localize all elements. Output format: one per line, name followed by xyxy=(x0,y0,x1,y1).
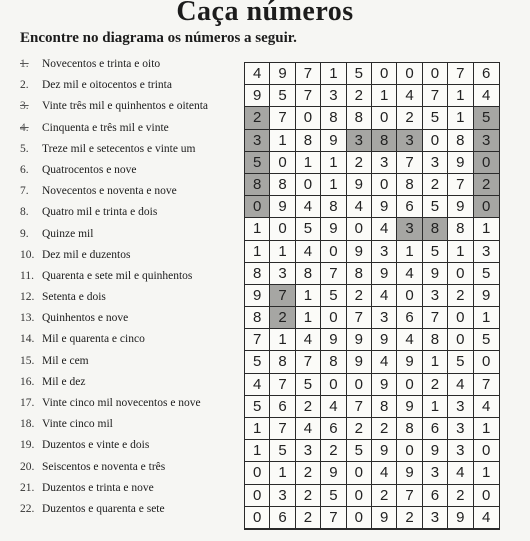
grid-cell: 4 xyxy=(296,418,321,440)
grid-cell: 4 xyxy=(347,196,372,218)
grid-cell: 0 xyxy=(397,63,422,85)
grid-cell: 5 xyxy=(474,329,499,351)
grid-cell: 5 xyxy=(270,440,295,462)
grid-cell: 5 xyxy=(321,485,346,507)
list-item xyxy=(20,287,250,308)
grid-cell: 1 xyxy=(321,152,346,174)
grid-cell: 7 xyxy=(423,307,448,329)
grid-cell: 9 xyxy=(372,196,397,218)
grid-cell: 0 xyxy=(245,485,270,507)
item-number: 17. xyxy=(20,397,35,409)
grid-cell: 6 xyxy=(270,396,295,418)
grid-cell: 7 xyxy=(270,418,295,440)
grid-cell: 3 xyxy=(270,263,295,285)
item-number: 12. xyxy=(20,291,35,304)
grid-cell: 9 xyxy=(423,440,448,462)
grid-cell: 0 xyxy=(423,130,448,152)
list-item xyxy=(20,499,250,520)
list-item xyxy=(20,414,250,435)
grid-cell: 9 xyxy=(448,196,473,218)
grid-cell: 5 xyxy=(423,196,448,218)
grid-cell: 6 xyxy=(321,418,346,440)
grid-cell: 3 xyxy=(372,241,397,263)
grid-cell: 2 xyxy=(296,462,321,484)
puzzle-grid xyxy=(244,62,500,530)
grid-cell: 9 xyxy=(372,263,397,285)
grid-cell: 8 xyxy=(245,307,270,329)
grid-cell: 0 xyxy=(372,107,397,129)
grid-cell: 7 xyxy=(397,152,422,174)
grid-cell: 1 xyxy=(372,85,397,107)
item-text: Duzentos e trinta e nove xyxy=(42,481,154,494)
page-title: Caça números xyxy=(176,0,354,27)
grid-cell: 8 xyxy=(296,130,321,152)
list-item xyxy=(20,372,250,393)
grid-cell: 8 xyxy=(321,107,346,129)
grid-cell: 1 xyxy=(296,152,321,174)
grid-cell: 0 xyxy=(347,218,372,240)
grid-cell: 9 xyxy=(448,152,473,174)
grid-cell: 0 xyxy=(347,507,372,529)
grid-cell: 2 xyxy=(448,285,473,307)
item-text: Quatro mil e trinta e dois xyxy=(42,206,158,219)
grid-cell: 6 xyxy=(423,485,448,507)
item-text: Duzentos e quarenta e sete xyxy=(42,502,165,515)
grid-cell: 0 xyxy=(321,241,346,263)
list-item xyxy=(20,118,250,139)
grid-cell: 1 xyxy=(397,241,422,263)
grid-cell: 8 xyxy=(270,351,295,373)
grid-cell: 6 xyxy=(270,507,295,529)
grid-cell: 3 xyxy=(321,85,346,107)
grid-cell: 4 xyxy=(245,374,270,396)
grid-cell: 3 xyxy=(372,307,397,329)
grid-cell: 5 xyxy=(347,63,372,85)
grid-cell: 9 xyxy=(448,507,473,529)
grid-cell: 9 xyxy=(321,130,346,152)
item-text: Quatrocentos e nove xyxy=(42,163,137,176)
grid-cell: 1 xyxy=(448,85,473,107)
grid-cell: 0 xyxy=(270,152,295,174)
grid-cell: 2 xyxy=(347,285,372,307)
grid-cell: 9 xyxy=(372,374,397,396)
grid-cell: 0 xyxy=(474,196,499,218)
list-item xyxy=(20,139,250,160)
grid-cell: 7 xyxy=(296,351,321,373)
grid-cell: 7 xyxy=(423,85,448,107)
number-list xyxy=(20,54,250,520)
grid-cell: 7 xyxy=(296,63,321,85)
item-text: Mil e dez xyxy=(42,375,86,388)
grid-cell: 0 xyxy=(474,351,499,373)
grid-cell: 7 xyxy=(347,396,372,418)
grid-cell: 8 xyxy=(347,107,372,129)
grid-cell: 8 xyxy=(372,396,397,418)
grid-cell: 0 xyxy=(448,263,473,285)
grid-cell: 7 xyxy=(321,507,346,529)
item-text: Mil e cem xyxy=(42,354,89,367)
grid-cell: 2 xyxy=(423,374,448,396)
grid-cell: 3 xyxy=(423,507,448,529)
grid-cell: 4 xyxy=(474,507,499,529)
grid-cell: 3 xyxy=(448,396,473,418)
grid-cell: 2 xyxy=(474,174,499,196)
grid-cell: 2 xyxy=(270,307,295,329)
grid-cell: 1 xyxy=(321,63,346,85)
grid-cell: 2 xyxy=(296,396,321,418)
grid-cell: 1 xyxy=(245,218,270,240)
item-number: 4. xyxy=(20,121,29,134)
grid-cell: 9 xyxy=(372,440,397,462)
list-item xyxy=(20,457,250,478)
grid-cell: 2 xyxy=(448,485,473,507)
grid-cell: 7 xyxy=(270,374,295,396)
grid-cell: 1 xyxy=(448,241,473,263)
grid-cell: 1 xyxy=(270,462,295,484)
grid-cell: 5 xyxy=(448,351,473,373)
list-item xyxy=(20,181,250,202)
grid-cell: 4 xyxy=(474,85,499,107)
item-number: 14. xyxy=(20,333,35,346)
grid-cell: 1 xyxy=(423,396,448,418)
grid-cell: 4 xyxy=(448,462,473,484)
grid-cell: 9 xyxy=(397,396,422,418)
grid-cell: 5 xyxy=(474,263,499,285)
grid-cell: 5 xyxy=(474,107,499,129)
item-number: 20. xyxy=(20,460,35,473)
grid-cell: 1 xyxy=(296,285,321,307)
item-text: Vinte cinco mil novecentos e nove xyxy=(42,397,201,409)
grid-cell: 2 xyxy=(347,418,372,440)
grid-cell: 6 xyxy=(474,63,499,85)
grid-cell: 1 xyxy=(270,130,295,152)
grid-cell: 0 xyxy=(397,374,422,396)
grid-cell: 5 xyxy=(423,107,448,129)
item-number: 1. xyxy=(20,58,29,70)
grid-cell: 1 xyxy=(448,107,473,129)
item-number: 21. xyxy=(20,481,35,494)
grid-cell: 8 xyxy=(372,130,397,152)
grid-cell: 2 xyxy=(372,418,397,440)
item-number: 9. xyxy=(20,227,29,240)
grid-cell: 9 xyxy=(397,462,422,484)
item-text: Novecentos e trinta e oito xyxy=(42,58,161,70)
item-number: 6. xyxy=(20,163,29,176)
grid-cell: 3 xyxy=(397,130,422,152)
grid-cell: 7 xyxy=(448,63,473,85)
grid-cell: 1 xyxy=(474,418,499,440)
grid-cell: 2 xyxy=(245,107,270,129)
grid-cell: 0 xyxy=(474,440,499,462)
grid-cell: 9 xyxy=(372,329,397,351)
item-number: 18. xyxy=(20,418,35,431)
list-item xyxy=(20,393,250,414)
item-text: Cinquenta e três mil e vinte xyxy=(42,121,169,134)
grid-cell: 0 xyxy=(347,485,372,507)
grid-cell: 3 xyxy=(474,241,499,263)
grid-cell: 4 xyxy=(372,462,397,484)
grid-cell: 2 xyxy=(372,485,397,507)
item-text: Dez mil e oitocentos e trinta xyxy=(42,79,172,92)
item-number: 11. xyxy=(20,269,34,282)
grid-cell: 3 xyxy=(296,440,321,462)
item-text: Mil e quarenta e cinco xyxy=(42,333,145,346)
grid-cell: 9 xyxy=(245,85,270,107)
grid-cell: 5 xyxy=(296,218,321,240)
grid-cell: 0 xyxy=(245,507,270,529)
grid-cell: 5 xyxy=(245,396,270,418)
grid-cell: 4 xyxy=(372,285,397,307)
grid-cell: 9 xyxy=(423,263,448,285)
grid-cell: 0 xyxy=(397,285,422,307)
grid-cell: 2 xyxy=(296,507,321,529)
grid-cell: 0 xyxy=(270,218,295,240)
grid-cell: 8 xyxy=(423,218,448,240)
item-text: Quinhentos e nove xyxy=(42,312,129,325)
grid-cell: 7 xyxy=(474,374,499,396)
grid-cell: 3 xyxy=(448,440,473,462)
grid-cell: 2 xyxy=(347,85,372,107)
grid-cell: 4 xyxy=(448,374,473,396)
grid-cell: 4 xyxy=(397,263,422,285)
grid-cell: 1 xyxy=(245,241,270,263)
grid-cell: 5 xyxy=(270,85,295,107)
grid-cell: 5 xyxy=(245,152,270,174)
grid-cell: 7 xyxy=(270,107,295,129)
grid-cell: 5 xyxy=(423,241,448,263)
list-item xyxy=(20,266,250,287)
grid-cell: 3 xyxy=(270,485,295,507)
list-item xyxy=(20,478,250,499)
grid-cell: 1 xyxy=(270,241,295,263)
grid-cell: 1 xyxy=(270,329,295,351)
grid-cell: 6 xyxy=(397,196,422,218)
grid-cell: 0 xyxy=(245,196,270,218)
grid-cell: 8 xyxy=(321,196,346,218)
grid-cell: 9 xyxy=(270,196,295,218)
grid-cell: 4 xyxy=(372,218,397,240)
grid-cell: 0 xyxy=(321,374,346,396)
grid-cell: 0 xyxy=(296,107,321,129)
grid-cell: 3 xyxy=(423,462,448,484)
list-item xyxy=(20,329,250,350)
item-text: Quinze mil xyxy=(42,227,94,240)
item-text: Vinte três mil e quinhentos e oitenta xyxy=(42,100,209,113)
grid-cell: 7 xyxy=(270,285,295,307)
grid-cell: 5 xyxy=(296,374,321,396)
list-item xyxy=(20,351,250,372)
grid-cell: 8 xyxy=(321,351,346,373)
item-text: Quarenta e sete mil e quinhentos xyxy=(42,269,193,282)
grid-cell: 0 xyxy=(448,329,473,351)
grid-cell: 5 xyxy=(321,285,346,307)
grid-cell: 0 xyxy=(423,63,448,85)
grid-cell: 9 xyxy=(347,329,372,351)
grid-cell: 1 xyxy=(296,307,321,329)
list-item xyxy=(20,202,250,223)
grid-cell: 0 xyxy=(397,440,422,462)
item-number: 15. xyxy=(20,354,35,367)
grid-cell: 4 xyxy=(296,196,321,218)
grid-cell: 1 xyxy=(474,307,499,329)
item-number: 13. xyxy=(20,312,35,325)
grid-cell: 9 xyxy=(347,174,372,196)
grid-cell: 2 xyxy=(347,152,372,174)
grid-cell: 9 xyxy=(321,462,346,484)
grid-cell: 8 xyxy=(245,174,270,196)
grid-cell: 8 xyxy=(397,418,422,440)
grid-cell: 2 xyxy=(423,174,448,196)
grid-cell: 8 xyxy=(270,174,295,196)
item-number: 16. xyxy=(20,375,35,388)
grid-cell: 4 xyxy=(296,241,321,263)
grid-cell: 4 xyxy=(474,396,499,418)
grid-cell: 2 xyxy=(397,507,422,529)
grid-cell: 3 xyxy=(347,130,372,152)
list-item xyxy=(20,224,250,245)
list-item xyxy=(20,245,250,266)
grid-cell: 9 xyxy=(321,329,346,351)
grid-cell: 7 xyxy=(321,263,346,285)
grid-cell: 9 xyxy=(270,63,295,85)
instruction: Encontre no diagrama os números a seguir. xyxy=(20,30,297,46)
grid-cell: 4 xyxy=(397,85,422,107)
item-number: 2. xyxy=(20,79,29,92)
grid-cell: 0 xyxy=(474,485,499,507)
grid-cell: 8 xyxy=(448,218,473,240)
grid-cell: 1 xyxy=(423,351,448,373)
grid-cell: 0 xyxy=(372,63,397,85)
grid-cell: 7 xyxy=(347,307,372,329)
grid-cell: 9 xyxy=(245,285,270,307)
grid-cell: 3 xyxy=(474,130,499,152)
list-item xyxy=(20,160,250,181)
item-number: 3. xyxy=(20,100,29,113)
grid-cell: 9 xyxy=(397,351,422,373)
grid-cell: 8 xyxy=(423,329,448,351)
item-text: Vinte cinco mil xyxy=(42,418,113,431)
item-number: 5. xyxy=(20,142,29,155)
list-item xyxy=(20,75,250,96)
grid-cell: 9 xyxy=(347,351,372,373)
grid-cell: 0 xyxy=(474,152,499,174)
grid-cell: 9 xyxy=(321,218,346,240)
grid-cell: 4 xyxy=(296,329,321,351)
grid-cell: 8 xyxy=(296,263,321,285)
grid-cell: 7 xyxy=(397,485,422,507)
item-number: 7. xyxy=(20,185,29,198)
grid-cell: 4 xyxy=(245,63,270,85)
grid-cell: 1 xyxy=(245,440,270,462)
grid-cell: 0 xyxy=(372,174,397,196)
grid-cell: 8 xyxy=(448,130,473,152)
item-number: 19. xyxy=(20,439,35,452)
grid-cell: 7 xyxy=(448,174,473,196)
grid-cell: 2 xyxy=(296,485,321,507)
item-text: Duzentos e vinte e dois xyxy=(42,439,150,452)
list-item xyxy=(20,54,250,75)
grid-cell: 4 xyxy=(397,329,422,351)
list-item xyxy=(20,96,250,117)
grid-cell: 1 xyxy=(474,462,499,484)
item-text: Setenta e dois xyxy=(42,291,106,304)
grid-cell: 8 xyxy=(245,263,270,285)
grid-cell: 5 xyxy=(245,351,270,373)
grid-cell: 9 xyxy=(347,241,372,263)
grid-cell: 3 xyxy=(423,152,448,174)
grid-cell: 7 xyxy=(245,329,270,351)
item-number: 8. xyxy=(20,206,29,219)
grid-cell: 6 xyxy=(423,418,448,440)
item-text: Seiscentos e noventa e três xyxy=(42,460,166,473)
grid-cell: 7 xyxy=(296,85,321,107)
item-number: 10. xyxy=(20,248,35,261)
grid-cell: 0 xyxy=(321,307,346,329)
grid-cell: 6 xyxy=(397,307,422,329)
grid-cell: 4 xyxy=(372,351,397,373)
grid-cell: 9 xyxy=(372,507,397,529)
grid-cell: 0 xyxy=(347,462,372,484)
list-item xyxy=(20,435,250,456)
grid-cell: 3 xyxy=(372,152,397,174)
item-text: Novecentos e noventa e nove xyxy=(42,185,177,198)
grid-cell: 4 xyxy=(321,396,346,418)
grid-cell: 3 xyxy=(245,130,270,152)
grid-cell: 0 xyxy=(347,374,372,396)
list-item xyxy=(20,308,250,329)
grid-cell: 0 xyxy=(245,462,270,484)
grid-cell: 3 xyxy=(397,218,422,240)
grid-cell: 9 xyxy=(474,285,499,307)
grid-cell: 1 xyxy=(245,418,270,440)
item-text: Dez mil e duzentos xyxy=(42,248,131,261)
item-number: 22. xyxy=(20,502,35,515)
grid-cell: 2 xyxy=(397,107,422,129)
grid-cell: 1 xyxy=(474,218,499,240)
grid-cell: 3 xyxy=(448,418,473,440)
grid-cell: 0 xyxy=(296,174,321,196)
grid-cell: 5 xyxy=(347,440,372,462)
grid-cell: 0 xyxy=(448,307,473,329)
grid-cell: 8 xyxy=(347,263,372,285)
item-text: Treze mil e setecentos e vinte um xyxy=(42,142,196,155)
grid-cell: 8 xyxy=(397,174,422,196)
grid-cell: 1 xyxy=(321,174,346,196)
grid-cell: 2 xyxy=(321,440,346,462)
grid-cell: 3 xyxy=(423,285,448,307)
